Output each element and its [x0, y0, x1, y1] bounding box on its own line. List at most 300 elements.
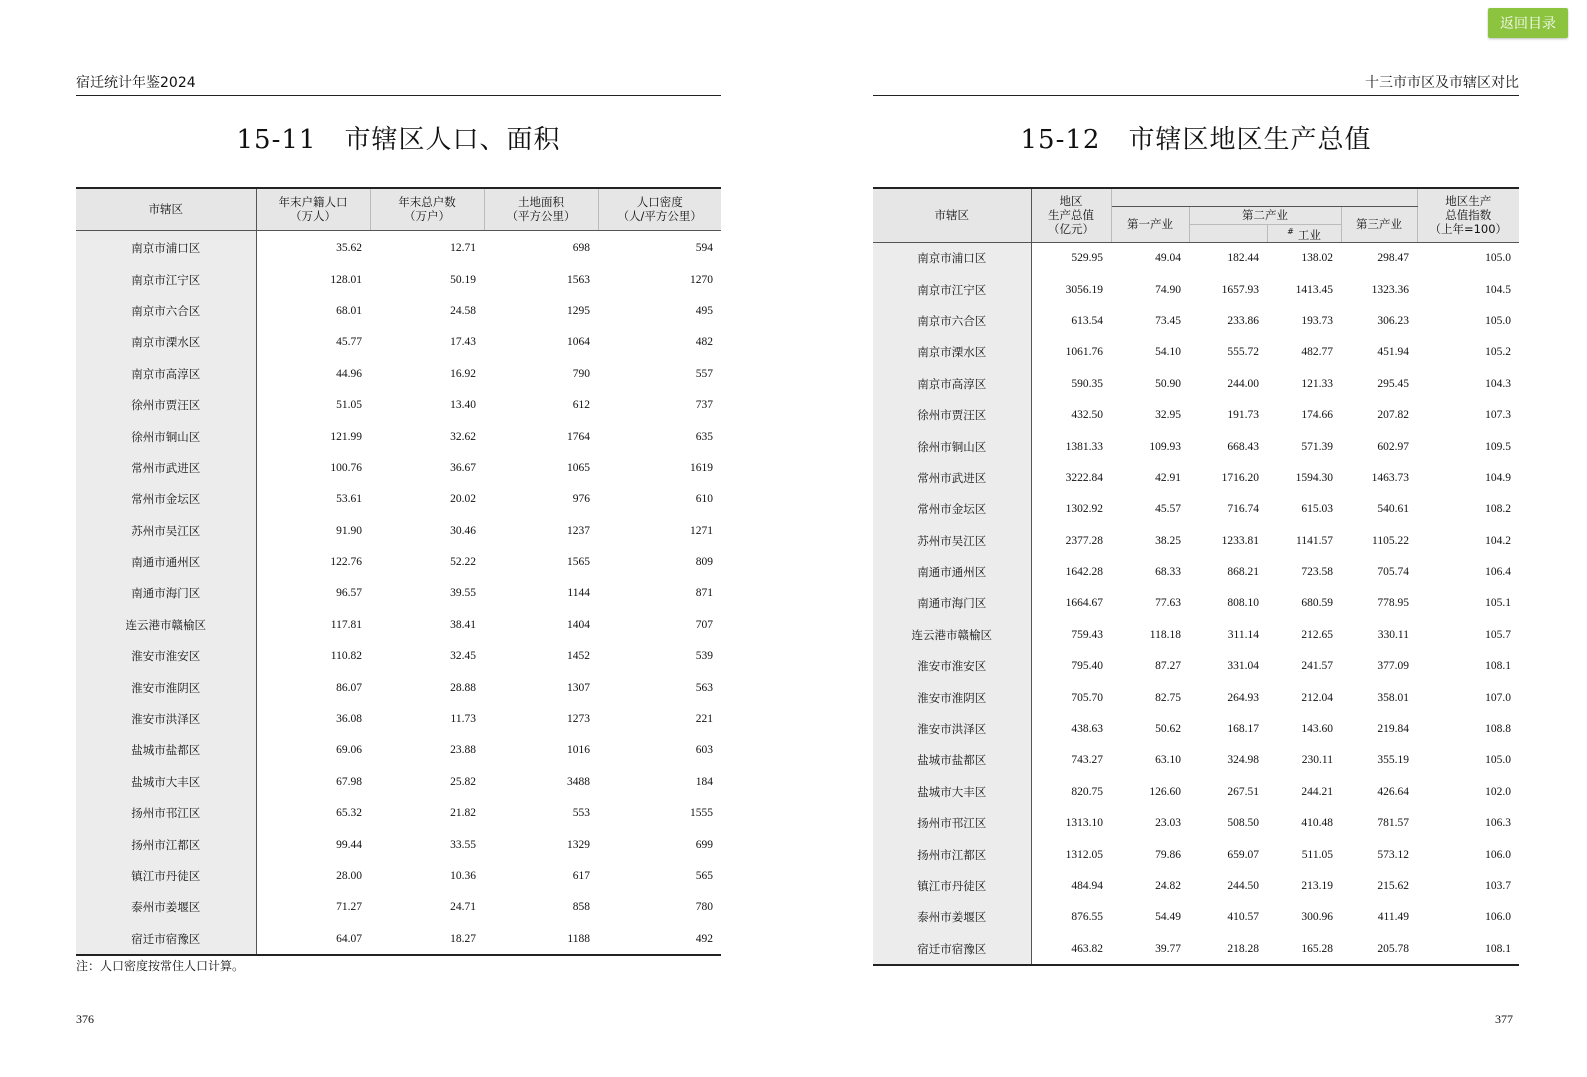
value-cell: 590.35	[1071, 377, 1103, 390]
value-cell: 64.07	[336, 932, 362, 945]
table-row	[873, 619, 1519, 650]
value-cell: 39.77	[1155, 942, 1181, 955]
value-cell: 617	[572, 870, 590, 882]
table-row	[76, 452, 721, 483]
region-cell: 宿迁市宿豫区	[873, 933, 1031, 965]
value-cell: 42.91	[1155, 471, 1181, 484]
page-number-right: 377	[1495, 1012, 1513, 1026]
value-cell: 3488	[567, 775, 590, 788]
value-cell: 44.96	[336, 367, 362, 380]
value-cell: 23.88	[450, 744, 476, 757]
table-number: 15-11	[236, 125, 317, 155]
value-cell: 184	[695, 775, 713, 788]
value-cell: 267.51	[1227, 785, 1259, 798]
value-cell: 668.43	[1227, 440, 1259, 453]
value-cell: 795.40	[1071, 660, 1103, 673]
value-cell: 451.94	[1377, 346, 1409, 359]
table-row	[873, 839, 1519, 870]
value-cell: 24.82	[1155, 880, 1181, 892]
value-cell: 79.86	[1155, 848, 1181, 861]
value-cell: 106.0	[1485, 848, 1511, 861]
page-number-left: 376	[76, 1012, 94, 1026]
table-row	[873, 337, 1519, 368]
table-row	[76, 295, 721, 326]
value-cell: 557	[695, 367, 713, 380]
value-cell: 63.10	[1155, 754, 1181, 767]
value-cell: 103.7	[1485, 880, 1511, 892]
value-cell: 244.00	[1227, 377, 1259, 390]
value-cell: 33.55	[450, 838, 476, 851]
value-cell: 1233.81	[1221, 534, 1259, 547]
table-row	[76, 766, 721, 797]
value-cell: 426.64	[1377, 785, 1409, 798]
region-cell: 淮安市淮安区	[76, 641, 256, 672]
region-cell: 南京市江宁区	[873, 274, 1031, 305]
table-row	[76, 421, 721, 452]
value-cell: 635	[695, 430, 713, 443]
value-cell: 571.39	[1301, 440, 1333, 453]
value-cell: 165.28	[1301, 942, 1333, 955]
region-cell: 南通市通州区	[76, 546, 256, 577]
value-cell: 2377.28	[1065, 534, 1103, 547]
value-cell: 25.82	[450, 775, 476, 788]
column-header: 第一产业	[1111, 206, 1189, 242]
value-cell: 563	[695, 681, 713, 694]
value-cell: 13.40	[450, 399, 476, 412]
value-cell: 1594.30	[1295, 471, 1333, 484]
value-cell: 1463.73	[1371, 471, 1409, 484]
value-cell: 122.76	[330, 556, 362, 569]
table-title-text: 市辖区人口、面积	[344, 125, 561, 155]
value-cell: 99.44	[336, 838, 362, 851]
value-cell: 1141.57	[1296, 534, 1333, 547]
value-cell: 976	[572, 493, 590, 506]
value-cell: 54.10	[1155, 346, 1181, 359]
value-cell: 104.3	[1485, 377, 1511, 390]
value-cell: 18.27	[450, 932, 476, 945]
region-cell: 盐城市盐都区	[873, 745, 1031, 776]
value-cell: 330.11	[1377, 628, 1409, 641]
value-cell: 104.9	[1485, 471, 1511, 484]
value-cell: 553	[572, 807, 590, 820]
value-cell: 1273	[567, 713, 590, 726]
value-cell: 492	[695, 932, 713, 945]
value-cell: 212.65	[1301, 628, 1333, 641]
value-cell: 107.0	[1485, 691, 1511, 704]
table-row	[76, 546, 721, 577]
table-row	[76, 735, 721, 766]
table-row	[873, 305, 1519, 336]
region-cell: 扬州市邗江区	[76, 798, 256, 829]
value-cell: 484.94	[1071, 880, 1103, 892]
value-cell: 790	[572, 367, 590, 380]
region-cell: 镇江市丹徒区	[873, 870, 1031, 901]
value-cell: 244.50	[1227, 880, 1259, 892]
table-row	[873, 808, 1519, 839]
value-cell: 35.62	[336, 242, 362, 255]
region-cell: 南京市高淳区	[873, 368, 1031, 399]
region-cell: 南京市六合区	[873, 305, 1031, 336]
value-cell: 23.03	[1155, 817, 1181, 830]
region-cell: 南京市六合区	[76, 295, 256, 326]
value-cell: 594	[695, 242, 713, 255]
value-cell: 244.21	[1301, 785, 1333, 798]
value-cell: 117.81	[330, 618, 362, 631]
back-to-contents-button[interactable]: 返回目录	[1488, 8, 1568, 38]
value-cell: 233.86	[1227, 314, 1259, 327]
value-cell: 778.95	[1377, 597, 1409, 610]
value-cell: 377.09	[1377, 660, 1409, 673]
value-cell: 716.74	[1227, 503, 1259, 516]
value-cell: 143.60	[1301, 723, 1333, 736]
value-cell: 30.46	[450, 524, 476, 537]
value-cell: 1563	[567, 273, 590, 286]
value-cell: 1664.67	[1065, 597, 1103, 610]
value-cell: 28.00	[336, 870, 362, 882]
column-header: 土地面积 （平方公里）	[484, 188, 598, 230]
value-cell: 1413.45	[1295, 283, 1333, 296]
value-cell: 87.27	[1155, 660, 1181, 673]
region-cell: 南京市江宁区	[76, 264, 256, 295]
population-area-table	[76, 187, 721, 956]
value-cell: 615.03	[1301, 503, 1333, 516]
value-cell: 182.44	[1227, 252, 1259, 265]
value-cell: 54.49	[1155, 911, 1181, 924]
value-cell: 358.01	[1377, 691, 1409, 704]
table-row	[76, 672, 721, 703]
table-row	[873, 494, 1519, 525]
table-row	[76, 230, 721, 264]
value-cell: 680.59	[1301, 597, 1333, 610]
region-cell: 南京市高淳区	[76, 358, 256, 389]
value-cell: 82.75	[1155, 691, 1181, 704]
value-cell: 215.62	[1377, 880, 1409, 892]
gdp-table	[873, 187, 1519, 966]
table-title-text: 市辖区地区生产总值	[1128, 125, 1372, 155]
value-cell: 1619	[690, 461, 713, 474]
value-cell: 1381.33	[1065, 440, 1103, 453]
value-cell: 1061.76	[1065, 346, 1103, 359]
value-cell: 105.0	[1485, 252, 1511, 265]
value-cell: 1329	[567, 838, 590, 851]
region-cell: 常州市金坛区	[76, 484, 256, 515]
value-cell: 1064	[567, 336, 590, 349]
value-cell: 138.02	[1301, 252, 1333, 265]
column-header	[1267, 224, 1341, 242]
table-row	[873, 431, 1519, 462]
table-header-row	[873, 188, 1519, 206]
value-cell: 482.77	[1301, 346, 1333, 359]
value-cell: 67.98	[336, 775, 362, 788]
region-cell: 徐州市贾汪区	[76, 389, 256, 420]
value-cell: 539	[695, 650, 713, 663]
table-row	[76, 327, 721, 358]
table-row	[76, 860, 721, 891]
table-row	[76, 515, 721, 546]
value-cell: 759.43	[1071, 628, 1103, 641]
value-cell: 52.22	[450, 556, 476, 569]
table-row	[76, 892, 721, 923]
region-cell: 常州市金坛区	[873, 494, 1031, 525]
value-cell: 1642.28	[1065, 566, 1103, 579]
value-cell: 1270	[690, 273, 713, 286]
value-cell: 218.28	[1227, 942, 1259, 955]
value-cell: 77.63	[1155, 597, 1181, 610]
value-cell: 53.61	[336, 493, 362, 506]
value-cell: 529.95	[1071, 252, 1103, 265]
value-cell: 331.04	[1227, 660, 1259, 673]
value-cell: 1657.93	[1221, 283, 1259, 296]
value-cell: 20.02	[450, 493, 476, 506]
value-cell: 68.33	[1155, 566, 1181, 579]
table-row	[76, 641, 721, 672]
region-cell: 南京市溧水区	[76, 327, 256, 358]
value-cell: 105.0	[1485, 314, 1511, 327]
value-cell: 508.50	[1227, 817, 1259, 830]
value-cell: 45.57	[1155, 503, 1181, 516]
table-row	[873, 933, 1519, 965]
value-cell: 602.97	[1377, 440, 1409, 453]
value-cell: 1065	[567, 461, 590, 474]
value-cell: 68.01	[336, 304, 362, 317]
region-cell: 苏州市吴江区	[873, 525, 1031, 556]
value-cell: 1555	[690, 807, 713, 820]
value-cell: 1716.20	[1221, 471, 1259, 484]
table-row	[873, 556, 1519, 587]
value-cell: 613.54	[1071, 314, 1103, 327]
value-cell: 3056.19	[1065, 283, 1103, 296]
value-cell: 410.48	[1301, 817, 1333, 830]
value-cell: 51.05	[336, 399, 362, 412]
table-row	[873, 242, 1519, 274]
value-cell: 69.06	[336, 744, 362, 757]
value-cell: 121.99	[330, 430, 362, 443]
value-cell: 411.49	[1377, 911, 1409, 924]
region-cell: 常州市武进区	[76, 452, 256, 483]
region-cell: 南通市海门区	[76, 578, 256, 609]
value-cell: 191.73	[1227, 409, 1259, 422]
region-cell: 徐州市贾汪区	[873, 399, 1031, 430]
value-cell: 410.57	[1227, 911, 1259, 924]
value-cell: 21.82	[450, 807, 476, 820]
table-title-right	[873, 120, 1519, 160]
value-cell: 102.0	[1485, 785, 1511, 798]
value-cell: 705.74	[1377, 566, 1409, 579]
value-cell: 219.84	[1377, 723, 1409, 736]
value-cell: 71.27	[336, 901, 362, 914]
running-head-left: 宿迁统计年鉴2024	[76, 74, 721, 96]
value-cell: 743.27	[1071, 754, 1103, 767]
header-spacer	[1189, 224, 1267, 242]
region-cell: 淮安市淮安区	[873, 651, 1031, 682]
value-cell: 705.70	[1071, 691, 1103, 704]
value-cell: 12.71	[450, 242, 476, 255]
column-header: 年末户籍人口 （万人）	[256, 188, 370, 230]
value-cell: 1764	[567, 430, 590, 443]
value-cell: 32.62	[450, 430, 476, 443]
table-row	[873, 713, 1519, 744]
column-header: 年末总户数 （万户）	[370, 188, 484, 230]
region-cell: 泰州市姜堰区	[873, 902, 1031, 933]
value-cell: 96.57	[336, 587, 362, 600]
value-cell: 1452	[567, 650, 590, 663]
table-row	[873, 462, 1519, 493]
table-row	[76, 358, 721, 389]
table-row	[873, 399, 1519, 430]
value-cell: 105.7	[1485, 628, 1511, 641]
table-row	[873, 525, 1519, 556]
region-cell: 扬州市江都区	[873, 839, 1031, 870]
value-cell: 438.63	[1071, 723, 1103, 736]
value-cell: 39.55	[450, 587, 476, 600]
value-cell: 174.66	[1301, 409, 1333, 422]
region-cell: 连云港市赣榆区	[873, 619, 1031, 650]
region-cell: 淮安市淮阴区	[873, 682, 1031, 713]
table-row	[873, 588, 1519, 619]
column-header: 人口密度 （人/平方公里）	[598, 188, 721, 230]
region-cell: 泰州市姜堰区	[76, 892, 256, 923]
value-cell: 565	[695, 870, 713, 882]
value-cell: 511.05	[1301, 848, 1333, 861]
table-row	[76, 389, 721, 420]
value-cell: 540.61	[1377, 503, 1409, 516]
value-cell: 17.43	[450, 336, 476, 349]
value-cell: 73.45	[1155, 314, 1181, 327]
table-title-left	[76, 120, 721, 160]
table-row	[76, 829, 721, 860]
value-cell: 36.08	[336, 713, 362, 726]
value-cell: 32.45	[450, 650, 476, 663]
value-cell: 809	[695, 556, 713, 569]
value-cell: 74.90	[1155, 283, 1181, 296]
table-row	[76, 264, 721, 295]
value-cell: 126.60	[1149, 785, 1181, 798]
value-cell: 106.0	[1485, 911, 1511, 924]
value-cell: 868.21	[1227, 566, 1259, 579]
value-cell: 659.07	[1227, 848, 1259, 861]
region-cell: 镇江市丹徒区	[76, 860, 256, 891]
region-cell: 扬州市江都区	[76, 829, 256, 860]
value-cell: 808.10	[1227, 597, 1259, 610]
value-cell: 65.32	[336, 807, 362, 820]
region-cell: 连云港市赣榆区	[76, 609, 256, 640]
value-cell: 1271	[690, 524, 713, 537]
value-cell: 109.5	[1485, 440, 1511, 453]
region-cell: 徐州市铜山区	[873, 431, 1031, 462]
value-cell: 876.55	[1071, 911, 1103, 924]
region-cell: 淮安市洪泽区	[873, 713, 1031, 744]
value-cell: 16.92	[450, 367, 476, 380]
column-header: 地区生产 总值指数 （上年=100）	[1417, 188, 1519, 242]
value-cell: 1323.36	[1371, 283, 1409, 296]
region-cell: 盐城市盐都区	[76, 735, 256, 766]
value-cell: 108.1	[1485, 942, 1511, 955]
value-cell: 610	[695, 493, 713, 506]
value-cell: 306.23	[1377, 314, 1409, 327]
table-row	[873, 870, 1519, 901]
value-cell: 24.71	[450, 901, 476, 914]
region-cell: 盐城市大丰区	[76, 766, 256, 797]
value-cell: 38.25	[1155, 534, 1181, 547]
value-cell: 780	[695, 901, 713, 914]
region-cell: 南京市浦口区	[76, 230, 256, 264]
value-cell: 463.82	[1071, 942, 1103, 955]
table-row	[873, 902, 1519, 933]
value-cell: 241.57	[1301, 660, 1333, 673]
value-cell: 1302.92	[1065, 503, 1103, 516]
region-cell: 盐城市大丰区	[873, 776, 1031, 807]
value-cell: 264.93	[1227, 691, 1259, 704]
value-cell: 105.0	[1485, 754, 1511, 767]
value-cell: 573.12	[1377, 848, 1409, 861]
industry-label: 工业	[1297, 227, 1321, 242]
value-cell: 300.96	[1301, 911, 1333, 924]
value-cell: 107.3	[1485, 409, 1511, 422]
value-cell: 707	[695, 618, 713, 631]
table-row	[873, 745, 1519, 776]
value-cell: 50.19	[450, 273, 476, 286]
value-cell: 91.90	[336, 524, 362, 537]
column-header: 市辖区	[873, 188, 1031, 242]
value-cell: 699	[695, 838, 713, 851]
value-cell: 45.77	[336, 336, 362, 349]
header-spacer	[1111, 188, 1417, 206]
table-row	[873, 776, 1519, 807]
value-cell: 121.33	[1301, 377, 1333, 390]
region-cell: 南京市浦口区	[873, 242, 1031, 274]
value-cell: 110.82	[330, 650, 362, 663]
value-cell: 1144	[567, 587, 590, 600]
value-cell: 1016	[567, 744, 590, 757]
value-cell: 212.04	[1301, 691, 1333, 704]
value-cell: 108.2	[1485, 503, 1511, 516]
value-cell: 168.17	[1227, 723, 1259, 736]
table-row	[76, 703, 721, 734]
value-cell: 737	[695, 399, 713, 412]
value-cell: 603	[695, 744, 713, 757]
value-cell: 100.76	[330, 461, 362, 474]
region-cell: 南京市溧水区	[873, 337, 1031, 368]
value-cell: 24.58	[450, 304, 476, 317]
value-cell: 324.98	[1227, 754, 1259, 767]
value-cell: 355.19	[1377, 754, 1409, 767]
value-cell: 1188	[567, 932, 590, 945]
table-row	[873, 368, 1519, 399]
region-cell: 扬州市邗江区	[873, 808, 1031, 839]
value-cell: 1313.10	[1065, 817, 1103, 830]
region-cell: 宿迁市宿豫区	[76, 923, 256, 955]
value-cell: 1295	[567, 304, 590, 317]
region-cell: 南通市海门区	[873, 588, 1031, 619]
value-cell: 1565	[567, 556, 590, 569]
value-cell: 104.5	[1485, 283, 1511, 296]
value-cell: 11.73	[450, 713, 476, 726]
value-cell: 86.07	[336, 681, 362, 694]
value-cell: 207.82	[1377, 409, 1409, 422]
region-cell: 淮安市洪泽区	[76, 703, 256, 734]
value-cell: 482	[695, 336, 713, 349]
value-cell: 205.78	[1377, 942, 1409, 955]
value-cell: 106.4	[1485, 566, 1511, 579]
table-note: 注：人口密度按常住人口计算。	[76, 959, 245, 973]
value-cell: 108.1	[1485, 660, 1511, 673]
value-cell: 295.45	[1377, 377, 1409, 390]
value-cell: 723.58	[1301, 566, 1333, 579]
value-cell: 221	[695, 713, 713, 726]
column-header: 市辖区	[76, 188, 256, 230]
value-cell: 230.11	[1301, 754, 1333, 767]
value-cell: 193.73	[1301, 314, 1333, 327]
